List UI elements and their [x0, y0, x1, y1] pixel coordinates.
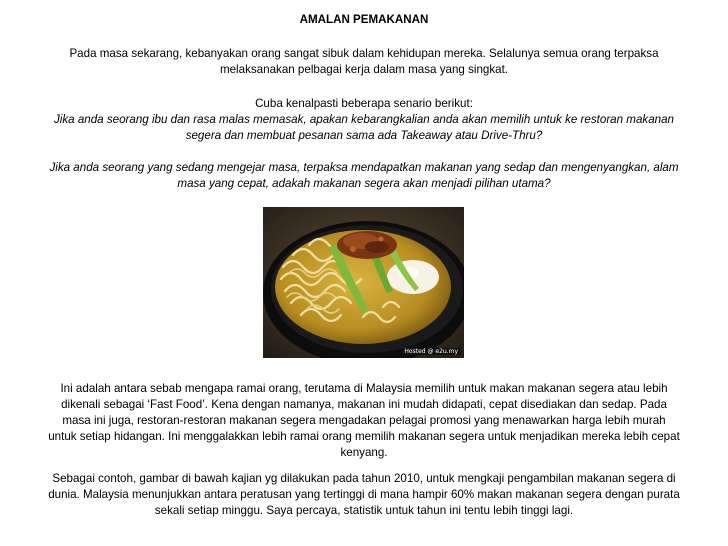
body-paragraph-2: Sebagai contoh, gambar di bawah kajian yg dilakukan pada tahun 2010, untuk mengkaji pengambilan makanan segera di dunia. Malaysia menunjukkan antara peratusan yang tertinggi di mana hampir 60% makan makanan segera dengan purata sekali setiap minggu. Saya percaya, statistik untuk tahun ini tentu lebih tinggi lagi. — [48, 472, 680, 517]
noodle-soup-illustration — [263, 207, 464, 358]
scenario-question-1: Jika anda seorang ibu dan rasa malas memasak, apakan kebarangkalian anda akan memilih untuk ke restoran makanan segera dan membuat pesanan sama ada Takeaway atau Drive-Thru? — [54, 113, 674, 142]
noodle-soup-photo — [263, 207, 464, 358]
document-title: AMALAN PEMAKANAN — [299, 13, 429, 26]
image-credit: Hosted @ e2u.my — [404, 348, 458, 355]
scenario-question-2: Jika anda seorang yang sedang mengejar masa, terpaksa mendapatkan makanan yang sedap dan mengenyangkan, alam masa yang cepat, adakah makanan segera akan menjadi pilihan utama? — [49, 161, 679, 190]
intro-paragraph: Pada masa sekarang, kebanyakan orang sangat sibuk dalam kehidupan mereka. Selalunya semua orang terpaksa melaksanakan pelbagai kerja dalam masa yang singkat. — [69, 47, 659, 76]
scenario-lead: Cuba kenalpasti beberapa senario berikut: — [255, 97, 473, 110]
body-paragraph-1: Ini adalah antara sebab mengapa ramai orang, terutama di Malaysia memilih untuk makan makanan segera atau lebih dikenali sebagai ‘Fast Food’. Kena dengan namanya, makanan ini mudah didapati, cepat disediakan dan sedap. Pada masa ini juga, restoran-restoran makanan segera mengadakan pelagai promosi yang menawarkan harga lebih murah untuk setiap hidangan. Ini menggalakkan lebih ramai orang memilih makanan segera untuk menjadikan mereka lebih cepat kenyang. — [48, 382, 680, 459]
fried-topping — [337, 231, 397, 259]
